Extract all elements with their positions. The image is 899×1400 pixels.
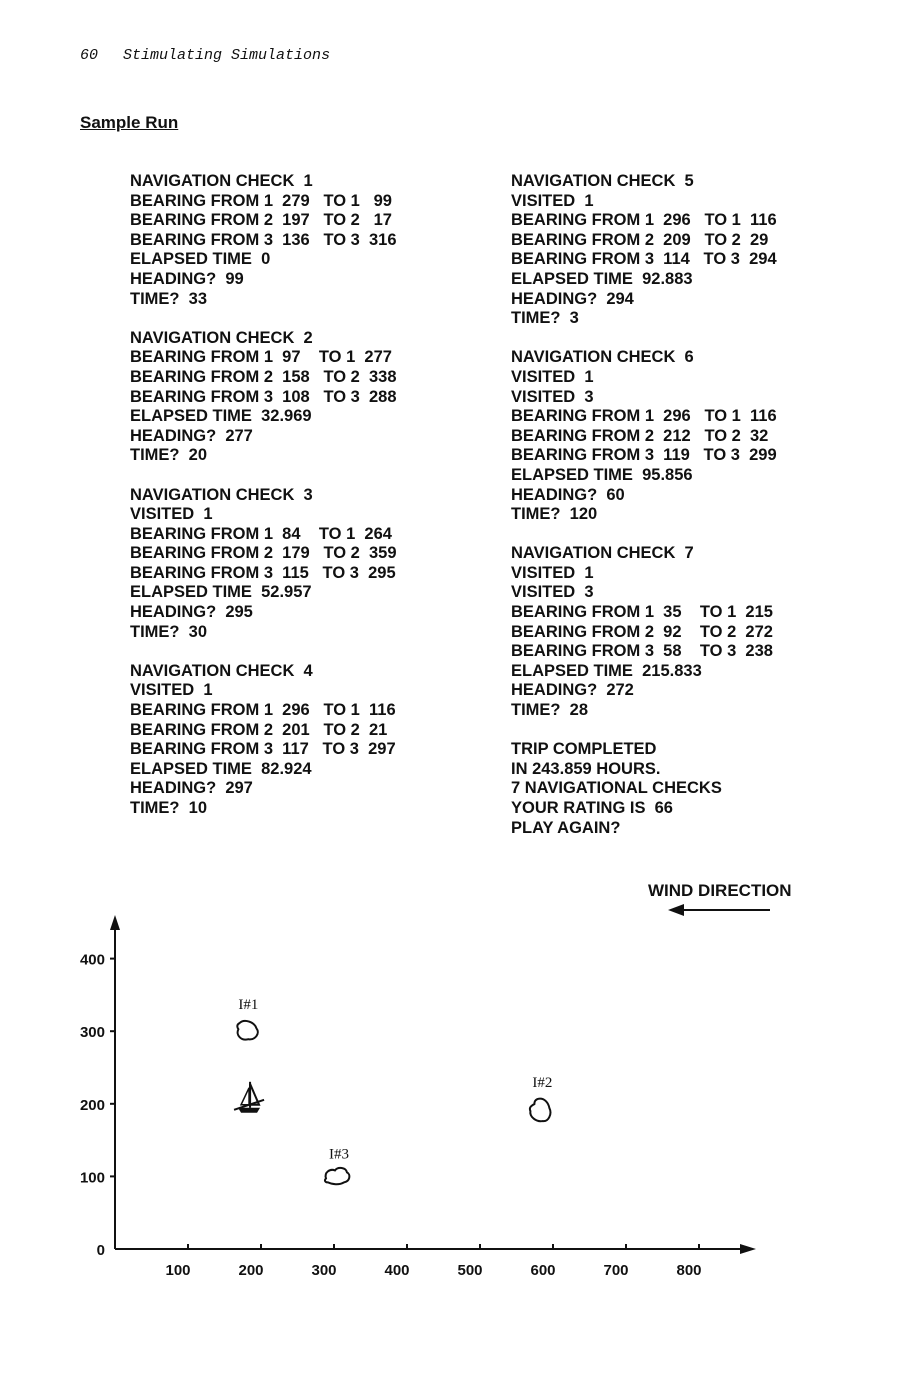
x-axis-arrow-icon: [740, 1244, 756, 1254]
transcript-line: VISITED 1: [130, 505, 213, 524]
transcript-line: BEARING FROM 1 296 TO 1 116: [511, 211, 777, 230]
y-tick-label: 100: [79, 1169, 105, 1187]
transcript-line: TIME? 20: [130, 446, 208, 465]
transcript-left-column: [130, 172, 397, 838]
transcript-line: BEARING FROM 1 84 TO 1 264: [130, 524, 392, 543]
transcript-line: BEARING FROM 3 136 TO 3 316: [130, 230, 397, 249]
transcript-line: ELAPSED TIME 92.883: [511, 269, 693, 288]
x-tick-label: 300: [311, 1262, 337, 1279]
transcript-line: HEADING? 297: [130, 779, 253, 798]
transcript-line: HEADING? 60: [511, 485, 625, 504]
navigation-check-block: [511, 544, 777, 720]
transcript-line: BEARING FROM 2 201 TO 2 21: [130, 720, 388, 739]
transcript-line: HEADING? 99: [130, 269, 244, 288]
transcript-line: NAVIGATION CHECK 1: [130, 172, 313, 190]
island-label: I#2: [532, 1075, 553, 1092]
section-title: Sample Run: [80, 113, 179, 132]
y-tick-label: 400: [79, 951, 105, 969]
island-1-shape-icon: [237, 1021, 258, 1040]
y-axis-arrow-icon: [110, 915, 120, 930]
transcript-line: ELAPSED TIME 0: [130, 250, 271, 269]
transcript-line: NAVIGATION CHECK 6: [511, 348, 694, 367]
island-2-shape-icon: [530, 1099, 551, 1122]
transcript-line: NAVIGATION CHECK 4: [130, 661, 313, 680]
x-tick-label: 500: [457, 1262, 483, 1279]
transcript-line: TIME? 30: [130, 622, 208, 641]
transcript-line: YOUR RATING IS 66: [511, 799, 673, 817]
transcript-line: BEARING FROM 3 115 TO 3 295: [130, 563, 396, 582]
transcript-line: BEARING FROM 2 92 TO 2 272: [511, 622, 773, 641]
x-tick-label: 200: [238, 1262, 264, 1279]
transcript-line: ELAPSED TIME 32.969: [130, 407, 312, 426]
transcript-line: ELAPSED TIME 82.924: [130, 759, 312, 778]
transcript-line: VISITED 3: [511, 387, 594, 406]
transcript-line: TIME? 28: [511, 701, 589, 720]
navigation-check-block: [130, 662, 397, 819]
transcript-line: TIME? 10: [130, 799, 208, 817]
transcript-line: BEARING FROM 1 296 TO 1 116: [130, 701, 396, 720]
x-tick-label: 400: [384, 1262, 410, 1279]
trip-summary-block: [511, 740, 777, 838]
transcript-line: BEARING FROM 2 212 TO 2 32: [511, 426, 769, 445]
transcript-line: HEADING? 272: [511, 681, 634, 700]
y-tick-group: [80, 952, 116, 1259]
x-tick-label: 600: [530, 1262, 556, 1279]
transcript-line: IN 243.859 HOURS.: [511, 759, 661, 778]
transcript-line: BEARING FROM 2 209 TO 2 29: [511, 230, 769, 249]
transcript-line: VISITED 1: [511, 191, 594, 210]
transcript-line: BEARING FROM 3 58 TO 3 238: [511, 642, 773, 661]
navigation-check-block: [511, 172, 777, 329]
island-2: [530, 1075, 553, 1121]
island-3-shape-icon: [325, 1168, 349, 1184]
island-1: [237, 997, 258, 1039]
transcript-right-column: [511, 172, 777, 858]
transcript-line: TRIP COMPLETED: [511, 740, 657, 759]
page-header: [80, 47, 346, 64]
transcript-line: NAVIGATION CHECK 7: [511, 544, 694, 563]
transcript-line: ELAPSED TIME 95.856: [511, 465, 693, 484]
map-axes: [110, 915, 756, 1254]
sailboat-icon: [234, 1082, 264, 1113]
transcript-line: NAVIGATION CHECK 2: [130, 328, 313, 347]
transcript-line: TIME? 120: [511, 505, 598, 524]
transcript-line: VISITED 3: [511, 583, 594, 602]
transcript-line: 7 NAVIGATIONAL CHECKS: [511, 779, 722, 798]
transcript-line: ELAPSED TIME 215.833: [511, 661, 702, 680]
transcript-line: VISITED 1: [511, 563, 594, 582]
transcript-line: ELAPSED TIME 52.957: [130, 583, 312, 602]
transcript-line: PLAY AGAIN?: [511, 818, 621, 837]
island-3: [325, 1146, 349, 1184]
transcript-line: NAVIGATION CHECK 5: [511, 172, 694, 190]
transcript-line: BEARING FROM 2 197 TO 2 17: [130, 211, 392, 230]
transcript-line: VISITED 1: [511, 367, 594, 386]
navigation-check-block: [130, 329, 397, 466]
transcript-line: NAVIGATION CHECK 3: [130, 485, 313, 504]
y-tick-label: 200: [79, 1096, 105, 1114]
navigation-map: [0, 900, 899, 1320]
x-tick-label: 700: [603, 1262, 629, 1279]
y-tick-label: 0: [96, 1242, 105, 1259]
island-label: I#3: [329, 1146, 349, 1163]
transcript-line: TIME? 3: [511, 309, 579, 328]
island-label: I#1: [238, 997, 259, 1014]
navigation-check-block: [130, 172, 397, 309]
transcript-line: BEARING FROM 1 279 TO 1 99: [130, 191, 392, 210]
transcript-line: HEADING? 295: [130, 603, 253, 622]
transcript-line: BEARING FROM 3 114 TO 3 294: [511, 250, 777, 269]
transcript-line: TIME? 33: [130, 289, 208, 308]
transcript-line: HEADING? 294: [511, 289, 634, 308]
transcript-line: HEADING? 277: [130, 426, 253, 445]
x-tick-label: 100: [165, 1262, 191, 1279]
transcript-line: BEARING FROM 3 117 TO 3 297: [130, 740, 396, 759]
y-tick-label: 300: [79, 1024, 105, 1042]
transcript-line: BEARING FROM 1 35 TO 1 215: [511, 603, 773, 622]
transcript-line: BEARING FROM 2 158 TO 2 338: [130, 367, 397, 386]
transcript-line: VISITED 1: [130, 681, 213, 700]
book-title: Stimulating Simulations: [123, 47, 331, 64]
wind-arrow-icon: [668, 904, 770, 916]
transcript-line: BEARING FROM 1 97 TO 1 277: [130, 348, 392, 367]
transcript-line: BEARING FROM 2 179 TO 2 359: [130, 544, 397, 563]
transcript-line: BEARING FROM 3 119 TO 3 299: [511, 446, 777, 465]
transcript-line: BEARING FROM 1 296 TO 1 116: [511, 407, 777, 426]
wind-direction-label: WIND DIRECTION: [648, 881, 792, 900]
navigation-check-block: [130, 486, 397, 643]
page-number: 60: [80, 47, 99, 64]
x-tick-label: 800: [676, 1262, 702, 1279]
transcript-line: BEARING FROM 3 108 TO 3 288: [130, 387, 397, 406]
navigation-check-block: [511, 348, 777, 524]
